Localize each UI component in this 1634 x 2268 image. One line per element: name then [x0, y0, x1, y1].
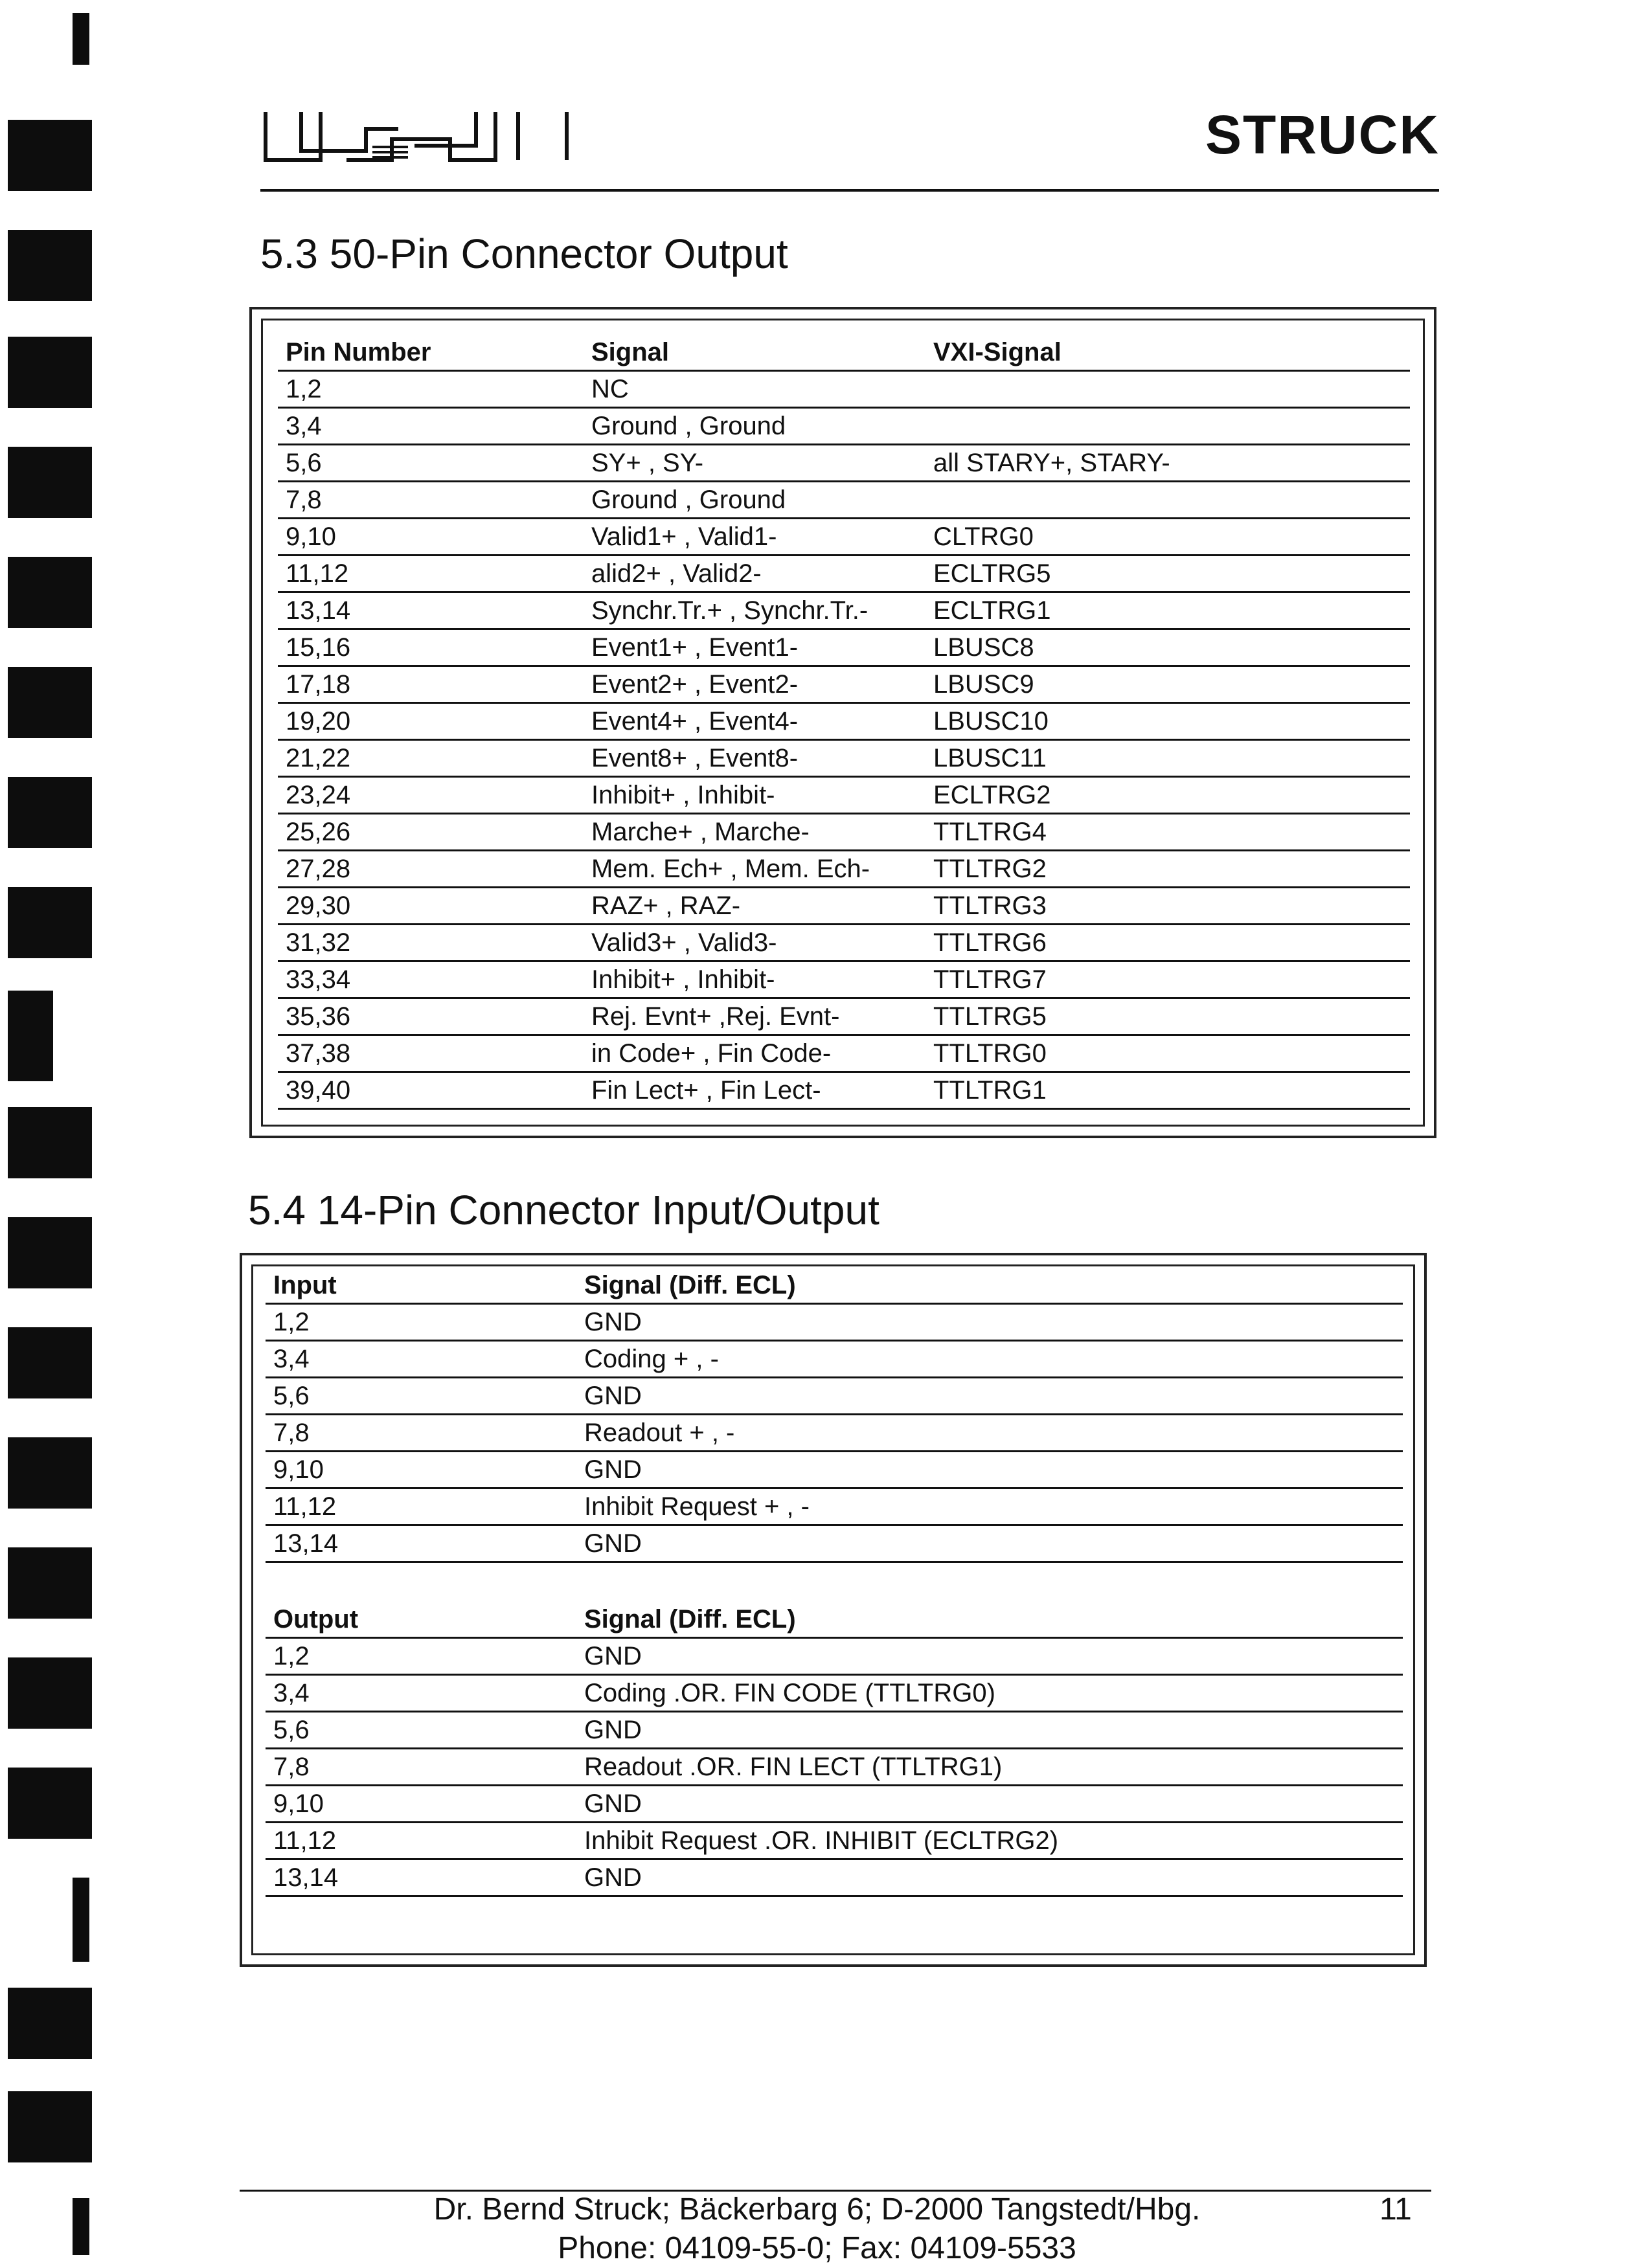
table-row [278, 923, 1410, 962]
table-row [266, 1450, 1403, 1489]
pin-cell: 7,8 [286, 486, 322, 514]
pin14-input-table [266, 1266, 1403, 1577]
pin14-output-table [266, 1600, 1403, 1911]
binding-hole [8, 2091, 92, 2162]
pin-cell: 23,24 [286, 781, 351, 809]
header-divider [260, 189, 1439, 192]
binding-hole [8, 1988, 92, 2059]
binding-hole [8, 667, 92, 738]
pin-cell: 3,4 [286, 412, 322, 440]
table-row [266, 1674, 1403, 1712]
binding-hole [8, 557, 92, 628]
binding-hole [8, 1768, 92, 1839]
signal-cell: Event8+ , Event8- [591, 744, 799, 772]
signal-cell: Event1+ , Event1- [591, 633, 799, 662]
table-row [266, 1487, 1403, 1526]
pin-cell: 17,18 [286, 670, 351, 699]
binding-hole [73, 1878, 89, 1962]
signal-cell: TTLTRG5 [933, 1002, 1047, 1031]
table-row [278, 886, 1410, 925]
pin-cell: 25,26 [286, 818, 351, 846]
signal-cell: Coding + , - [584, 1345, 719, 1373]
table-row [278, 1071, 1410, 1110]
pin-cell: 11,12 [273, 1492, 337, 1521]
table-row [266, 1637, 1403, 1676]
binding-hole [73, 13, 89, 65]
table-row [278, 1034, 1410, 1073]
column-header: VXI-Signal [933, 338, 1061, 366]
signal-cell: GND [584, 1455, 642, 1484]
signal-cell: NC [591, 375, 629, 403]
pin-cell: 3,4 [273, 1345, 310, 1373]
table-header-row [266, 1600, 1403, 1639]
pin-cell: 7,8 [273, 1753, 310, 1781]
column-header: Signal (Diff. ECL) [584, 1605, 796, 1634]
table-row [266, 1821, 1403, 1860]
pin-cell: 31,32 [286, 928, 351, 957]
pin-cell: 5,6 [273, 1716, 310, 1744]
binding-hole [8, 1437, 92, 1509]
signal-cell: Inhibit Request .OR. INHIBIT (ECLTRG2) [584, 1826, 1059, 1855]
table-row [266, 1784, 1403, 1823]
signal-cell: in Code+ , Fin Code- [591, 1039, 832, 1068]
column-header: Signal [591, 338, 670, 366]
signal-cell: Valid3+ , Valid3- [591, 928, 777, 957]
pin-cell: 19,20 [286, 707, 351, 735]
pin-cell: 9,10 [273, 1790, 324, 1818]
table-row [266, 1376, 1403, 1415]
table-row [278, 960, 1410, 999]
pin-cell: 1,2 [286, 375, 322, 403]
footer-address: Dr. Bernd Struck; Bäckerbarg 6; D-2000 Tangstedt/Hbg. [433, 2192, 1201, 2227]
signal-cell: TTLTRG1 [933, 1076, 1047, 1105]
pin14-table-frame [240, 1253, 1427, 1967]
table-row [278, 554, 1410, 593]
signal-cell: GND [584, 1716, 642, 1744]
table-row [266, 1413, 1403, 1452]
signal-cell: Fin Lect+ , Fin Lect- [591, 1076, 821, 1105]
pin-cell: 11,12 [286, 559, 349, 588]
binding-hole [8, 120, 92, 191]
binding-holes [0, 0, 104, 2255]
signal-cell: alid2+ , Valid2- [591, 559, 762, 588]
binding-hole [8, 337, 92, 408]
binding-hole [8, 1327, 92, 1398]
table-row [278, 407, 1410, 445]
signal-cell: Inhibit Request + , - [584, 1492, 810, 1521]
signal-cell: Ground , Ground [591, 486, 786, 514]
signal-cell: ECLTRG2 [933, 781, 1051, 809]
pin-cell: 13,14 [273, 1863, 339, 1892]
pin50-table [278, 333, 1410, 1110]
binding-hole [8, 1657, 92, 1729]
table-row [278, 370, 1410, 409]
table-row [278, 739, 1410, 778]
pin-cell: 29,30 [286, 892, 351, 920]
table-row [278, 665, 1410, 704]
table-row [278, 628, 1410, 667]
table-row [278, 813, 1410, 851]
table-row [278, 997, 1410, 1036]
pin-cell: 37,38 [286, 1039, 351, 1068]
signal-cell: GND [584, 1863, 642, 1892]
table-row [266, 1303, 1403, 1342]
table-row [266, 1340, 1403, 1378]
section-14pin-title: 5.4 14-Pin Connector Input/Output [248, 1187, 879, 1233]
table-row [266, 1747, 1403, 1786]
signal-cell: GND [584, 1790, 642, 1818]
signal-cell: TTLTRG6 [933, 928, 1047, 957]
signal-cell: Event4+ , Event4- [591, 707, 799, 735]
signal-cell: LBUSC8 [933, 633, 1034, 662]
table-row [266, 1711, 1403, 1749]
signal-cell: Ground , Ground [591, 412, 786, 440]
table-row [266, 1524, 1403, 1563]
struck-logo-icon [262, 107, 573, 166]
pin-cell: 39,40 [286, 1076, 351, 1105]
signal-cell: TTLTRG3 [933, 892, 1047, 920]
binding-hole [8, 777, 92, 848]
signal-cell: ECLTRG1 [933, 596, 1051, 625]
table-header-row [266, 1266, 1403, 1305]
pin-cell: 5,6 [286, 449, 322, 477]
column-header: Input [273, 1271, 337, 1299]
section-50pin-title: 5.3 50-Pin Connector Output [260, 230, 788, 277]
pin-cell: 13,14 [286, 596, 351, 625]
signal-cell: TTLTRG7 [933, 965, 1047, 994]
signal-cell: GND [584, 1382, 642, 1410]
signal-cell: Valid1+ , Valid1- [591, 522, 777, 551]
signal-cell: TTLTRG4 [933, 818, 1047, 846]
pin50-table-frame [249, 307, 1436, 1138]
brand-name: STRUCK [1205, 104, 1440, 165]
pin-cell: 1,2 [273, 1308, 310, 1336]
signal-cell: TTLTRG2 [933, 855, 1047, 883]
pin-cell: 9,10 [286, 522, 336, 551]
binding-hole [8, 1547, 92, 1619]
signal-cell: CLTRG0 [933, 522, 1034, 551]
signal-cell: Mem. Ech+ , Mem. Ech- [591, 855, 870, 883]
table-row [278, 443, 1410, 482]
footer-phone: Phone: 04109-55-0; Fax: 04109-5533 [558, 2231, 1076, 2265]
pin-cell: 15,16 [286, 633, 351, 662]
signal-cell: Coding .OR. FIN CODE (TTLTRG0) [584, 1679, 995, 1707]
signal-cell: Inhibit+ , Inhibit- [591, 781, 775, 809]
table-row [278, 591, 1410, 630]
signal-cell: Readout .OR. FIN LECT (TTLTRG1) [584, 1753, 1003, 1781]
table-row [278, 480, 1410, 519]
signal-cell: Synchr.Tr.+ , Synchr.Tr.- [591, 596, 868, 625]
table-row [278, 776, 1410, 814]
signal-cell: Marche+ , Marche- [591, 818, 810, 846]
signal-cell: Inhibit+ , Inhibit- [591, 965, 775, 994]
column-header: Output [273, 1605, 359, 1634]
pin-cell: 35,36 [286, 1002, 351, 1031]
pin-cell: 27,28 [286, 855, 351, 883]
column-header: Signal (Diff. ECL) [584, 1271, 796, 1299]
binding-hole [8, 1107, 92, 1178]
signal-cell: GND [584, 1529, 642, 1558]
signal-cell: Rej. Evnt+ ,Rej. Evnt- [591, 1002, 840, 1031]
signal-cell: ECLTRG5 [933, 559, 1051, 588]
signal-cell: GND [584, 1642, 642, 1670]
pin-cell: 3,4 [273, 1679, 310, 1707]
signal-cell: GND [584, 1308, 642, 1336]
signal-cell: LBUSC10 [933, 707, 1049, 735]
signal-cell: SY+ , SY- [591, 449, 704, 477]
table-row [278, 702, 1410, 741]
signal-cell: Readout + , - [584, 1419, 735, 1447]
pin-cell: 33,34 [286, 965, 351, 994]
signal-cell: LBUSC11 [933, 744, 1047, 772]
pin-cell: 1,2 [273, 1642, 310, 1670]
binding-hole [8, 230, 92, 301]
table-row [278, 849, 1410, 888]
column-header: Pin Number [286, 338, 431, 366]
table-row [266, 1858, 1403, 1897]
binding-hole [8, 1217, 92, 1288]
signal-cell: TTLTRG0 [933, 1039, 1047, 1068]
signal-cell: Event2+ , Event2- [591, 670, 799, 699]
pin-cell: 7,8 [273, 1419, 310, 1447]
pin-cell: 21,22 [286, 744, 351, 772]
signal-cell: all STARY+, STARY- [933, 449, 1170, 477]
pin-cell: 13,14 [273, 1529, 339, 1558]
binding-hole [8, 447, 92, 518]
signal-cell: LBUSC9 [933, 670, 1034, 699]
signal-cell: RAZ+ , RAZ- [591, 892, 741, 920]
pin-cell: 9,10 [273, 1455, 324, 1484]
table-row [278, 517, 1410, 556]
binding-hole [8, 991, 53, 1081]
page-number: 11 [1379, 2192, 1412, 2227]
pin-cell: 5,6 [273, 1382, 310, 1410]
binding-hole [8, 887, 92, 958]
table-header-row [278, 333, 1410, 372]
pin-cell: 11,12 [273, 1826, 337, 1855]
